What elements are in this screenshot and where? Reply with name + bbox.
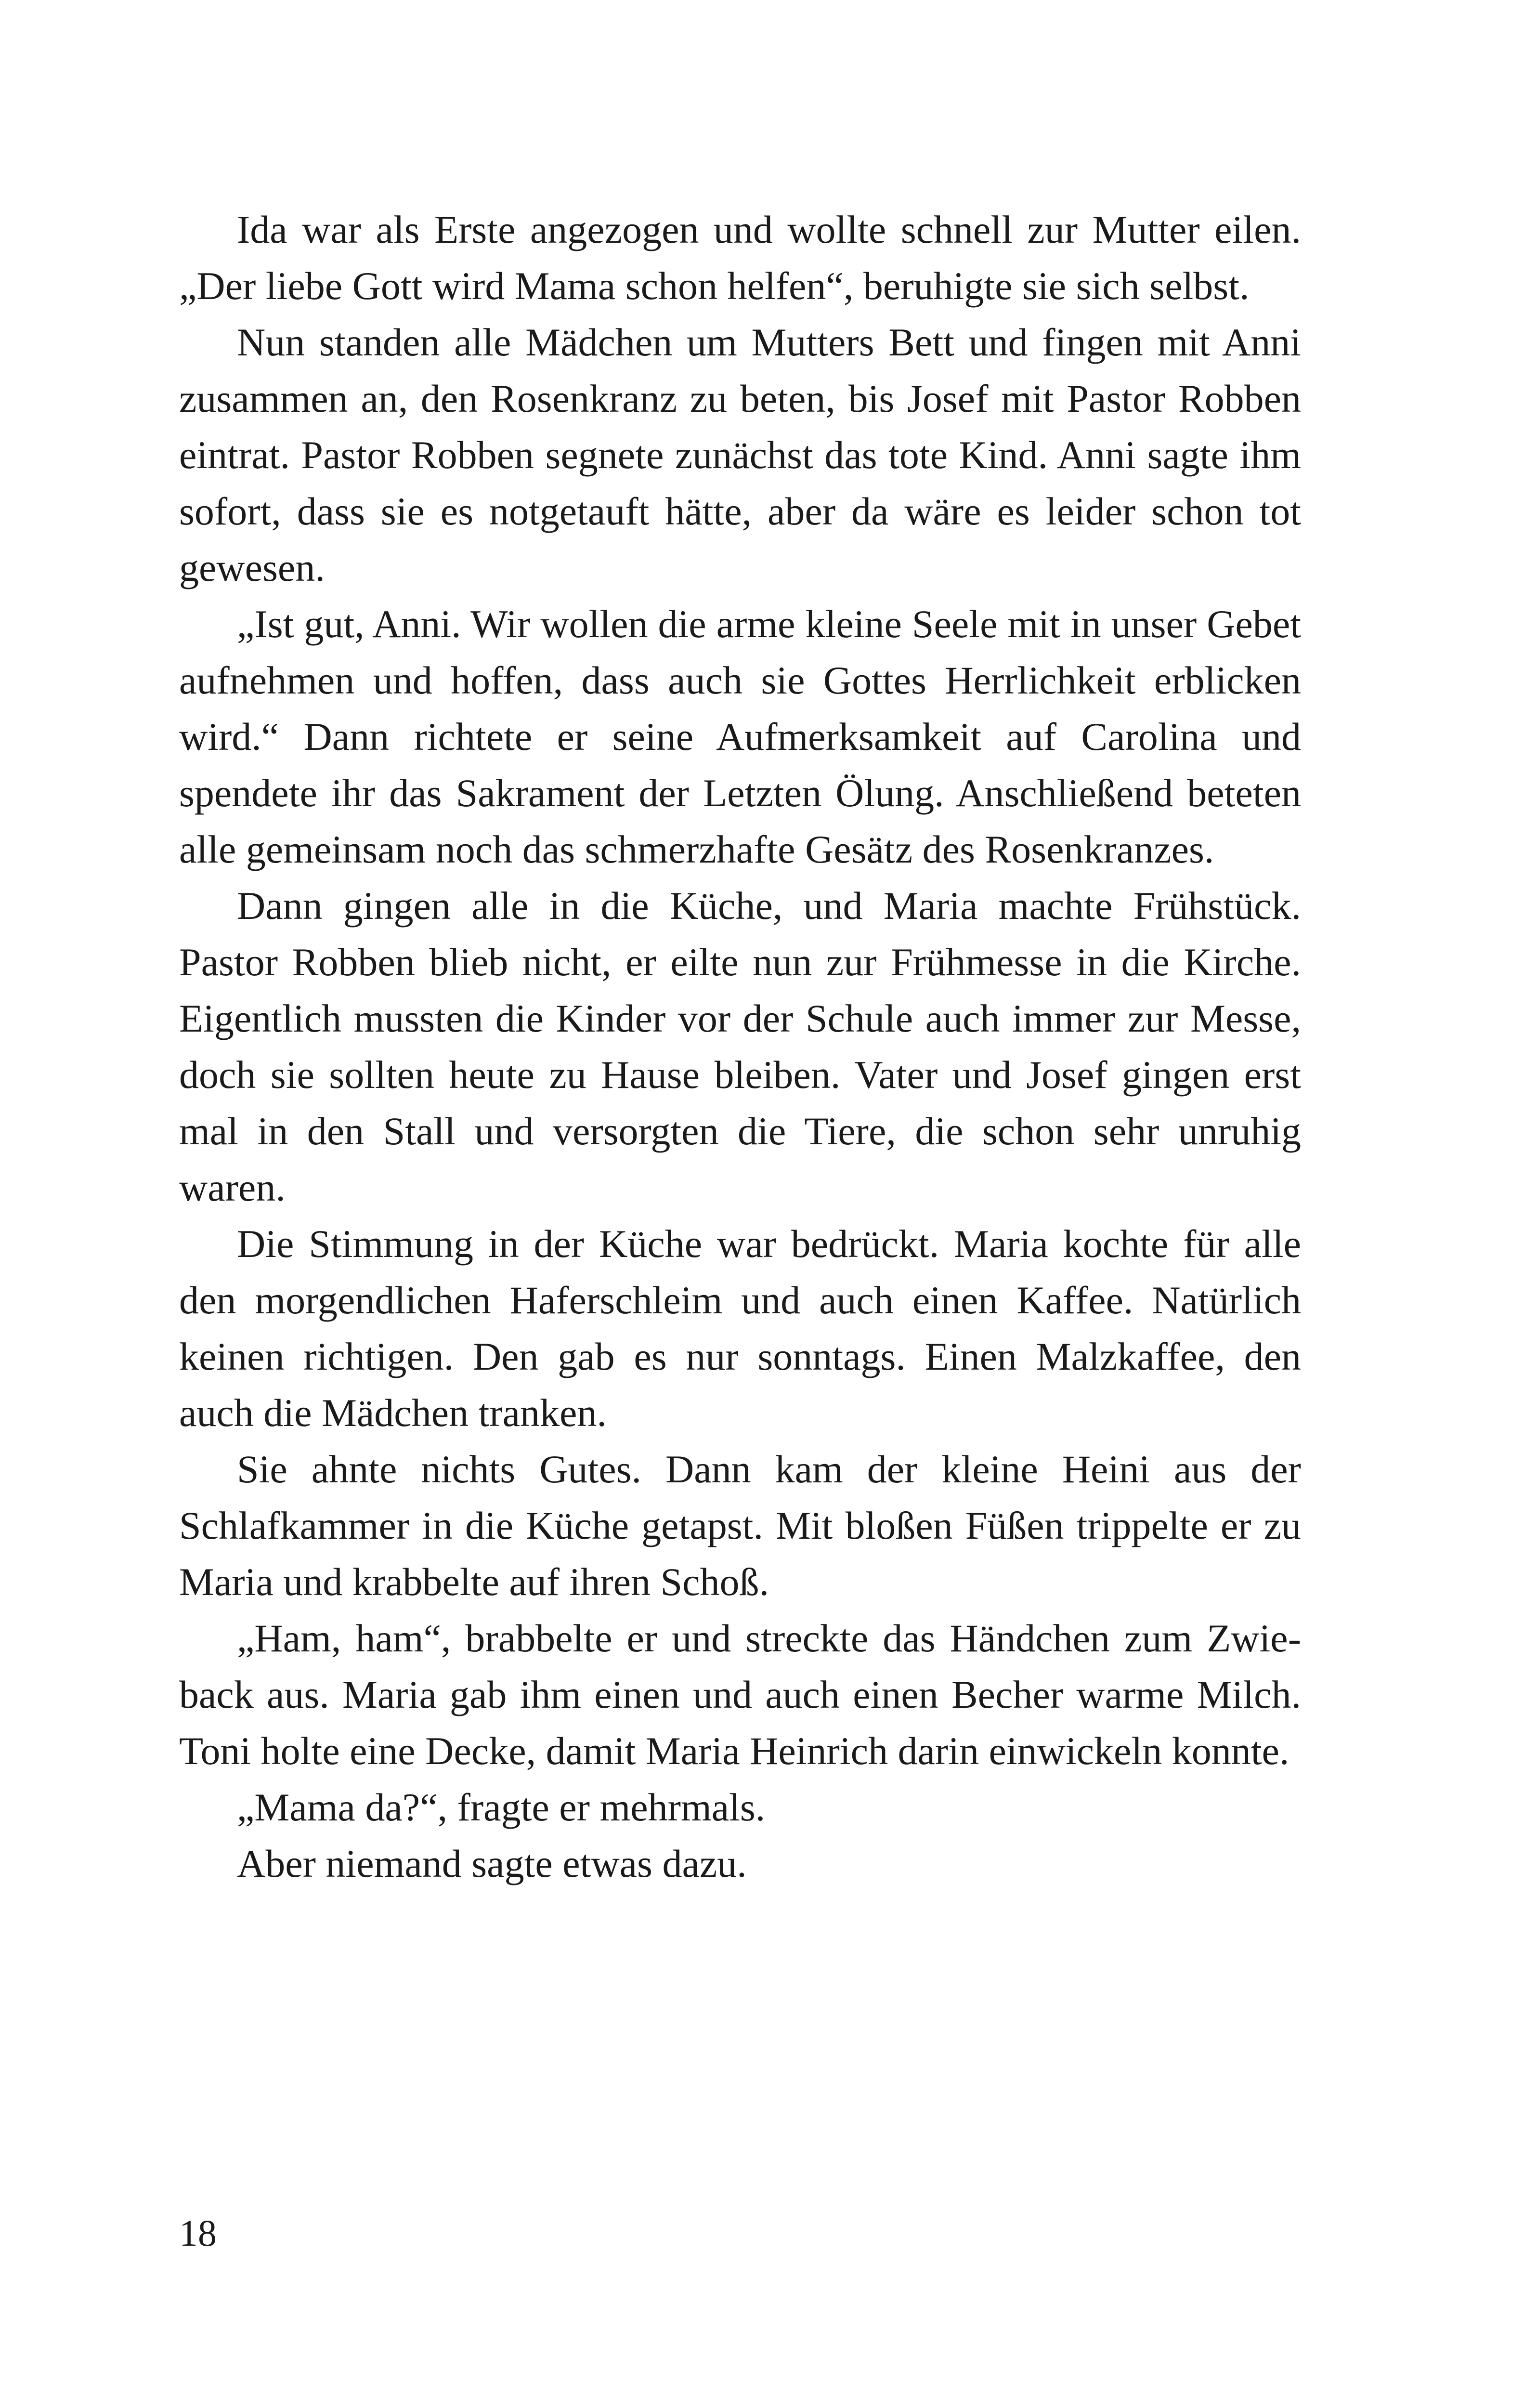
paragraph: Dann gingen alle in die Küche, und Maria machte Frühstück. Pastor Robben blieb nicht, er eilte nun zur Frühmesse in die Kirche. Eigentlich mussten die Kinder vor der Schule auch immer zur Messe, doch sie sollten heute zu Hause bleiben. Vater und Josef gingen erst mal in den Stall und versorgten die Tiere, die schon sehr unruhig waren. (179, 884, 1301, 1209)
paragraph: Nun standen alle Mädchen um Mutters Bett und fingen mit Anni zusammen an, den Rosenkranz zu beten, bis Josef mit Pastor Robben eintrat. Pastor Robben segnete zunächst das tote Kind. Anni sagte ihm sofort, dass sie es notgetauft hätte, aber da wäre es leider schon tot gewesen. (179, 320, 1301, 589)
paragraph: Aber niemand sagte etwas dazu. (237, 1842, 747, 1885)
paragraph: „Ist gut, Anni. Wir wollen die arme kleine Seele mit in unser Gebet aufnehmen und hoffen, dass auch sie Gottes Herrlichkeit erblicken wird.“ Dann richtete er seine Aufmerksamkeit auf Carolina und spendete ihr das Sakrament der Letzten Ölung. Anschließend beteten alle gemeinsam noch das schmerzhafte Gesätz des Rosenkranzes. (179, 602, 1301, 871)
paragraph: „Mama da?“, fragte er mehrmals. (237, 1785, 766, 1829)
paragraph: „Ham, ham“, brabbelte er und streckte das Händchen zum Zwieback aus. Maria gab ihm einen und auch einen Becher warme Milch. Toni holte eine Decke, damit Maria Heinrich darin einwickeln konnte. (179, 1616, 1301, 1773)
page-number: 18 (179, 2212, 217, 2254)
paragraph: Ida war als Erste angezogen und wollte schnell zur Mutter eilen. „Der liebe Gott wird Mama schon helfen“, beruhigte sie sich selbst. (179, 208, 1301, 308)
body-text (179, 201, 1301, 1892)
paragraph: Sie ahnte nichts Gutes. Dann kam der kleine Heini aus der Schlafkammer in die Küche getapst. Mit bloßen Füßen trippelte er zu Maria und krabbelte auf ihren Schoß. (179, 1447, 1301, 1604)
paragraph: Die Stimmung in der Küche war bedrückt. Maria kochte für alle den morgendlichen Haferschleim und auch einen Kaffee. Natürlich keinen richtigen. Den gab es nur sonntags. Einen Malzkaffee, den auch die Mädchen tranken. (179, 1222, 1301, 1435)
